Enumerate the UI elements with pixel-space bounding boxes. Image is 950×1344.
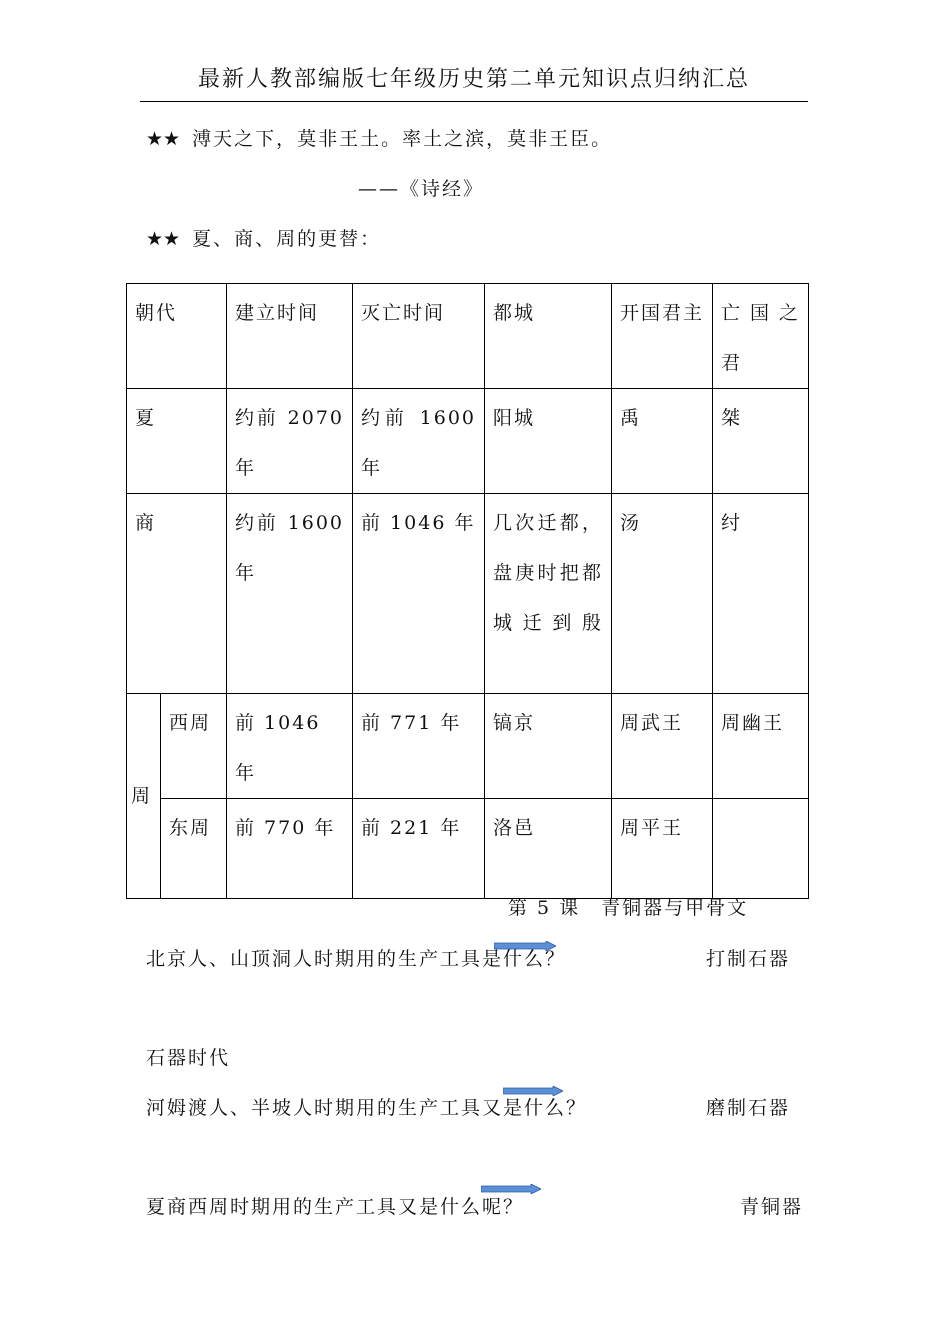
header-fell: 灭亡时间 <box>353 284 485 389</box>
answer-2: 磨制石器 <box>706 1097 791 1119</box>
question-2: 河姆渡人、半坡人时期用的生产工具又是什么？ <box>146 1097 588 1119</box>
arrow-right-icon <box>494 941 556 951</box>
quote-text: 溥天之下，莫非王土。率土之滨，莫非王臣。 <box>192 128 613 150</box>
star-marker: ★★ <box>146 128 181 150</box>
section-heading <box>146 224 381 251</box>
answer-1: 打制石器 <box>706 948 791 970</box>
header-capital: 都城 <box>485 284 612 389</box>
table-row <box>127 694 809 799</box>
header-divider <box>140 101 808 102</box>
cell-founded: 前 770 年 <box>227 799 353 899</box>
cell-fell: 前 221 年 <box>353 799 485 899</box>
cell-dynasty: 夏 <box>127 389 227 494</box>
cell-fell: 前 771 年 <box>353 694 485 799</box>
cell-last-ruler: 周幽王 <box>713 694 809 799</box>
table-header-row <box>127 284 809 389</box>
cell-founded: 约前 1600 年 <box>227 494 353 694</box>
cell-dynasty: 东周 <box>161 799 227 899</box>
table-row <box>127 389 809 494</box>
cell-capital: 洛邑 <box>485 799 612 899</box>
cell-founded: 前 1046 年 <box>227 694 353 799</box>
table-row <box>127 494 809 694</box>
quote-line <box>146 124 612 151</box>
lesson-title: 第 5 课 青铜器与甲骨文 <box>508 897 749 919</box>
cell-capital: 镐京 <box>485 694 612 799</box>
note-stone-age: 石器时代 <box>146 1047 231 1069</box>
dynasty-table <box>126 283 809 899</box>
quote-source: ——《诗经》 <box>358 178 485 200</box>
header-founded: 建立时间 <box>227 284 353 389</box>
cell-capital: 阳城 <box>485 389 612 494</box>
cell-last-ruler: 纣 <box>713 494 809 694</box>
arrow-right-icon <box>503 1086 563 1096</box>
cell-founder: 汤 <box>612 494 713 694</box>
cell-fell: 前 1046 年 <box>353 494 485 694</box>
section-title: 夏、商、周的更替： <box>192 228 382 250</box>
cell-capital: 几次迁都，盘庚时把都城迁到殷 <box>485 494 612 694</box>
question-3: 夏商西周时期用的生产工具又是什么呢？ <box>146 1196 525 1218</box>
cell-founded: 约前 2070 年 <box>227 389 353 494</box>
header-founder: 开国君主 <box>612 284 713 389</box>
table-row <box>127 799 809 899</box>
document-title: 最新人教部编版七年级历史第二单元知识点归纳汇总 <box>197 67 750 92</box>
cell-dynasty: 商 <box>127 494 227 694</box>
header-last-ruler: 亡国之君 <box>713 284 809 389</box>
arrow-right-icon <box>481 1184 541 1194</box>
cell-dynasty: 西周 <box>161 694 227 799</box>
cell-founder: 周平王 <box>612 799 713 899</box>
cell-fell: 约前 1600 年 <box>353 389 485 494</box>
header-dynasty: 朝代 <box>127 284 227 389</box>
cell-founder: 周武王 <box>612 694 713 799</box>
cell-last-ruler: 桀 <box>713 389 809 494</box>
star-marker: ★★ <box>146 228 181 250</box>
cell-last-ruler <box>713 799 809 899</box>
cell-founder: 禹 <box>612 389 713 494</box>
question-1: 北京人、山顶洞人时期用的生产工具是什么？ <box>146 948 567 970</box>
cell-zhou-group: 周 <box>127 694 161 899</box>
answer-3: 青铜器 <box>740 1196 804 1218</box>
